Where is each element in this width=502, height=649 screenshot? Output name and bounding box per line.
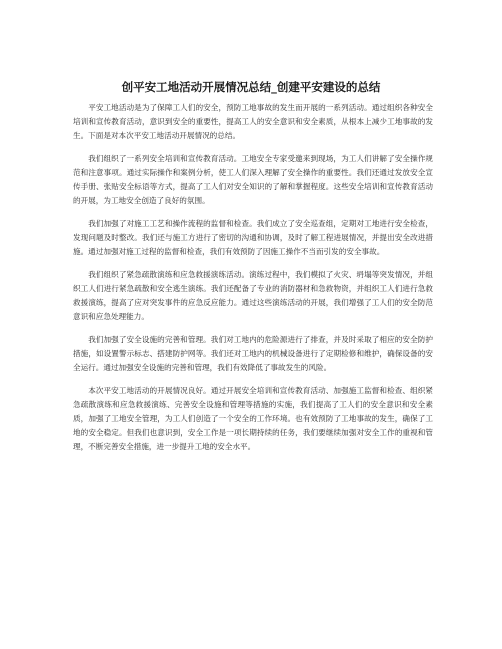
paragraph-drills: 我们组织了紧急疏散演练和应急救援演练活动。演练过程中，我们模拟了火灾、坍塌等突发情况，并组织工人们进行紧急疏散和安全逃生演练。我们还配备了专业的消防器材和急救物资，并组织工人们进行急救救援演练，提高了应对突发事件的应急反应能力。通过这些演练活动的开展，我们增强了工人们的安全防范意识和应急处理能力。 [73,270,433,321]
paragraph-conclusion: 本次平安工地活动的开展情况良好。通过开展安全培训和宣传教育活动、加强施工监督和检查、组织紧急疏散演练和应急救援演练、完善安全设施和管理等措施的实施，我们提高了工人们的安全意识和安全素质，加强了工地安全管理，为工人们创造了一个安全的工作环境。也有效预防了工地事故的发生，确保了工地的安全稳定。但我们也意识到，安全工作是一项长期持续的任务，我们要继续加强对安全工作的重视和管理，不断完善安全措施，进一步提升工地的安全水平。 [73,386,433,451]
paragraph-intro: 平安工地活动是为了保障工人们的安全，预防工地事故的发生而开展的一系列活动。通过组织各种安全培训和宣传教育活动，意识到安全的重要性，提高工人的安全意识和安全素质，从根本上减少工地事故的发生。下面是对本次平安工地活动开展情况的总结。 [73,103,433,140]
paragraph-training: 我们组织了一系列安全培训和宣传教育活动。工地安全专家受邀来到现场，为工人们讲解了安全操作规范和注意事项。通过实际操作和案例分析，使工人们深入理解了安全操作的重要性。我们还通过发放安全宣传手册、张贴安全标语等方式，提高了工人们对安全知识的了解和掌握程度。这些安全培训和宣传教育活动的开展，为工地安全创造了良好的氛围。 [73,154,433,205]
paragraph-supervision: 我们加强了对施工工艺和操作流程的监督和检查。我们成立了安全巡查组，定期对工地进行安全检查，发现问题及时整改。我们还与施工方进行了密切的沟通和协调，及时了解工程进展情况，并提出安全改进措施。通过加强对施工过程的监督和检查，我们有效预防了因施工操作不当而引发的安全事故。 [73,219,433,256]
document-title: 创平安工地活动开展情况总结_创建平安建设的总结 [121,80,381,94]
document-body [73,101,433,463]
paragraph-facilities: 我们加强了安全设施的完善和管理。我们对工地内的危险源进行了排查，并及时采取了相应的安全防护措施，如设置警示标志、搭建防护网等。我们还对工地内的机械设备进行了定期检修和维护，确保设备的安全运行。通过加强安全设施的完善和管理，我们有效降低了事故发生的风险。 [73,335,433,372]
